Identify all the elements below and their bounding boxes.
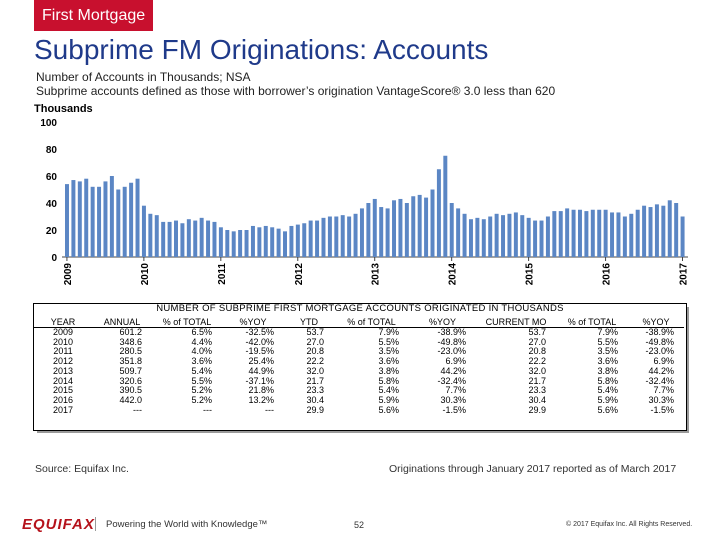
bar	[559, 211, 563, 257]
originations-table	[34, 317, 684, 415]
bar	[238, 230, 242, 257]
bar	[212, 222, 216, 257]
column-header: % of TOTAL	[567, 317, 617, 327]
column-header: ANNUAL	[103, 317, 141, 327]
table-cell: 2012	[52, 356, 74, 367]
table-cell: -23.0%	[437, 346, 466, 357]
bar	[527, 218, 531, 257]
table-cell: 5.4%	[597, 385, 618, 396]
table-cell: 2014	[52, 375, 74, 386]
bar	[123, 187, 127, 257]
table-cell: 7.7%	[653, 385, 674, 396]
table-cell: 20.8	[306, 346, 324, 357]
bar	[623, 217, 627, 258]
table-cell: 53.7	[284, 328, 334, 338]
table-cell: 348.6	[119, 336, 142, 347]
x-tick-label: 2014	[447, 263, 459, 286]
table-cell: 13.2%	[248, 394, 274, 405]
bar	[366, 203, 370, 257]
table-row	[34, 396, 684, 406]
bar	[334, 217, 338, 258]
subtitle-units: Number of Accounts in Thousands; NSA	[36, 70, 251, 84]
table-row	[34, 406, 684, 416]
table-title: NUMBER OF SUBPRIME FIRST MORTGAGE ACCOUNTS ORIGINATED IN THOUSANDS	[156, 303, 564, 314]
bar	[405, 203, 409, 257]
bar	[674, 203, 678, 257]
source-note: Source: Equifax Inc.	[35, 463, 129, 475]
y-tick-label: 100	[40, 118, 57, 129]
bar	[302, 223, 306, 257]
table-cell: 30.3%	[648, 394, 674, 405]
table-header-row	[34, 317, 684, 328]
column-header: CURRENT MO	[485, 317, 547, 327]
bar	[103, 181, 107, 257]
bar	[418, 195, 422, 257]
bar	[482, 219, 486, 257]
table-cell: 21.7	[306, 375, 324, 386]
x-tick-label: 2015	[524, 263, 536, 286]
bar	[636, 210, 640, 257]
bar	[591, 210, 595, 257]
table-cell: 6.9%	[445, 356, 466, 367]
x-tick-label: 2012	[293, 263, 305, 286]
bar	[386, 208, 390, 257]
bar	[264, 226, 268, 257]
column-header: %YOY	[428, 317, 456, 327]
bar	[424, 198, 428, 257]
table-cell: 7.7%	[445, 385, 466, 396]
table-cell: 3.8%	[378, 365, 399, 376]
table-cell: 5.6%	[597, 404, 618, 415]
table-cell: ---	[203, 404, 212, 415]
bar	[533, 221, 537, 257]
bar	[232, 231, 236, 257]
tagline: Powering the World with Knowledge™	[106, 519, 268, 530]
table-cell: -32.4%	[645, 375, 674, 386]
bar	[78, 181, 82, 257]
x-tick-label: 2017	[678, 263, 690, 286]
bar	[456, 208, 460, 257]
bar	[91, 187, 95, 257]
table-cell: 3.8%	[597, 365, 618, 376]
table-cell: 2010	[52, 336, 74, 347]
originations-bar-chart	[0, 100, 720, 305]
table-cell: 27.0	[528, 336, 546, 347]
table-cell: 5.4%	[191, 365, 212, 376]
bar	[193, 221, 197, 257]
bar	[495, 214, 499, 257]
bar	[296, 225, 300, 257]
x-tick-label: 2011	[216, 263, 228, 285]
bar	[488, 217, 492, 258]
table-cell: -32.5%	[222, 328, 284, 338]
bar	[168, 222, 172, 257]
table-cell: -37.1%	[245, 375, 274, 386]
table-cell: -23.0%	[645, 346, 674, 357]
bar	[649, 207, 653, 257]
bar	[116, 190, 120, 258]
column-header: YTD	[300, 317, 318, 327]
table-cell: -38.9%	[628, 328, 684, 338]
table-cell: 30.4	[306, 394, 324, 405]
bar	[148, 214, 152, 257]
bar	[475, 218, 479, 257]
bar	[572, 210, 576, 257]
bar	[597, 210, 601, 257]
bar	[552, 211, 556, 257]
table-cell: ---	[133, 404, 142, 415]
bar	[328, 217, 332, 258]
bar	[283, 231, 287, 257]
bar	[354, 214, 358, 257]
y-axis-label: Thousands	[34, 103, 93, 115]
table-cell: 2017	[52, 404, 74, 415]
bar	[437, 169, 441, 257]
table-cell: 4.0%	[191, 346, 212, 357]
table-cell: 44.2%	[440, 365, 466, 376]
bar	[315, 221, 319, 257]
table-cell: 6.9%	[653, 356, 674, 367]
y-tick-label: 40	[45, 199, 57, 210]
table-cell: -19.5%	[245, 346, 274, 357]
table-cell: 5.9%	[597, 394, 618, 405]
table-cell: 5.2%	[191, 394, 212, 405]
table-cell: 509.7	[119, 365, 142, 376]
bar	[469, 219, 473, 257]
table-cell: 27.0	[306, 336, 324, 347]
table-cell: 4.4%	[191, 336, 212, 347]
table-cell: 280.5	[119, 346, 142, 357]
bar	[642, 206, 646, 257]
table-cell: 5.5%	[597, 336, 618, 347]
table-cell: -32.4%	[437, 375, 466, 386]
bar	[507, 214, 511, 257]
bar	[578, 210, 582, 257]
bar	[655, 204, 659, 257]
table-cell: 30.4	[528, 394, 546, 405]
bar	[129, 183, 133, 257]
bar	[289, 226, 293, 257]
bar	[360, 208, 364, 257]
table-cell: 25.4%	[248, 356, 274, 367]
table-cell: 21.8%	[248, 385, 274, 396]
bar	[180, 223, 184, 257]
bar	[463, 214, 467, 257]
bar	[270, 227, 274, 257]
bar	[277, 229, 281, 257]
bar	[661, 206, 665, 257]
bar	[110, 176, 114, 257]
bar	[219, 227, 223, 257]
bar	[309, 221, 313, 257]
table-cell: 5.5%	[378, 336, 399, 347]
table-cell: 351.8	[119, 356, 142, 367]
table-cell: 2011	[53, 346, 73, 357]
table-cell: 5.8%	[378, 375, 399, 386]
table-cell: 601.2	[92, 328, 152, 338]
table-cell: -1.5%	[650, 404, 674, 415]
column-header: %YOY	[642, 317, 670, 327]
table-cell: ---	[265, 404, 274, 415]
bar	[174, 221, 178, 257]
table-cell: 30.3%	[440, 394, 466, 405]
bar	[65, 184, 69, 257]
table-cell: -38.9%	[409, 328, 476, 338]
bar	[629, 214, 633, 257]
section-tag: First Mortgage	[34, 0, 153, 31]
table-cell: 22.2	[306, 356, 324, 367]
bar	[225, 230, 229, 257]
table-cell: 3.6%	[378, 356, 399, 367]
table-cell: -49.8%	[645, 336, 674, 347]
bar	[514, 212, 518, 257]
x-tick-label: 2010	[139, 263, 151, 286]
table-cell: 7.9%	[556, 328, 628, 338]
table-cell: 5.2%	[191, 385, 212, 396]
table-cell: -1.5%	[442, 404, 466, 415]
table-cell: 53.7	[476, 328, 556, 338]
column-header: % of TOTAL	[162, 317, 212, 327]
y-tick-label: 80	[45, 145, 57, 156]
x-tick-label: 2016	[601, 263, 613, 286]
bar	[668, 200, 672, 257]
bar	[565, 208, 569, 257]
footer-divider	[95, 517, 96, 531]
table-cell: 2009	[34, 328, 92, 338]
table-cell: 2015	[52, 385, 74, 396]
bar	[257, 227, 261, 257]
table-cell: 5.8%	[597, 375, 618, 386]
table-cell: 2016	[52, 394, 74, 405]
bar	[546, 217, 550, 258]
table-cell: 32.0	[306, 365, 324, 376]
table-cell: 390.5	[119, 385, 142, 396]
table-cell: 3.5%	[378, 346, 399, 357]
bar	[411, 196, 415, 257]
bar	[84, 179, 88, 257]
table-cell: 32.0	[528, 365, 546, 376]
table-cell: -49.8%	[437, 336, 466, 347]
bar	[520, 215, 524, 257]
table-cell: 3.5%	[597, 346, 618, 357]
bar	[71, 180, 75, 257]
bar	[161, 222, 165, 257]
table-cell: 21.7	[528, 375, 546, 386]
table-cell: 29.9	[528, 404, 546, 415]
bar	[206, 221, 210, 257]
y-tick-label: 60	[45, 172, 57, 183]
bar	[347, 217, 351, 258]
bar	[187, 219, 191, 257]
bar	[681, 217, 685, 258]
table-cell: 5.4%	[378, 385, 399, 396]
bar	[610, 212, 614, 257]
data-note: Originations through January 2017 reported as of March 2017	[389, 463, 677, 475]
y-tick-label: 20	[45, 226, 57, 237]
bar	[142, 206, 146, 257]
table-cell: 23.3	[528, 385, 546, 396]
table-cell: 20.8	[528, 346, 546, 357]
x-tick-label: 2009	[62, 263, 74, 286]
column-header: %YOY	[239, 317, 267, 327]
bar	[501, 215, 505, 257]
table-cell: 2013	[52, 365, 74, 376]
bar	[245, 230, 249, 257]
bar	[604, 210, 608, 257]
table-cell: 29.9	[306, 404, 324, 415]
table-cell: 23.3	[306, 385, 324, 396]
table-cell: 5.9%	[378, 394, 399, 405]
table-cell: 320.6	[119, 375, 142, 386]
column-header: % of TOTAL	[347, 317, 396, 327]
table-cell: 3.6%	[597, 356, 618, 367]
equifax-logo: EQUIFAX	[22, 516, 95, 533]
table-cell: 6.5%	[152, 328, 222, 338]
table-cell: 44.2%	[648, 365, 674, 376]
bar	[443, 156, 447, 257]
bar	[392, 200, 396, 257]
y-tick-label: 0	[51, 253, 57, 264]
bar	[200, 218, 204, 257]
bar	[373, 199, 377, 257]
bar	[431, 190, 435, 258]
bar	[155, 215, 159, 257]
page-number: 52	[354, 520, 365, 530]
table-cell: 442.0	[119, 394, 142, 405]
bar	[341, 215, 345, 257]
bar	[97, 187, 101, 257]
bar	[616, 212, 620, 257]
table-cell: 5.5%	[191, 375, 212, 386]
table-cell: 5.6%	[378, 404, 399, 415]
bar	[398, 199, 402, 257]
table-cell: 7.9%	[334, 328, 409, 338]
bar	[321, 218, 325, 257]
page-title: Subprime FM Originations: Accounts	[34, 34, 489, 65]
column-header: YEAR	[50, 317, 76, 327]
bar	[136, 179, 140, 257]
copyright: © 2017 Equifax Inc. All Rights Reserved.	[566, 521, 693, 528]
x-tick-label: 2013	[370, 263, 382, 286]
bar	[251, 226, 255, 257]
bar	[450, 203, 454, 257]
table-cell: 44.9%	[248, 365, 274, 376]
bar	[540, 221, 544, 257]
subtitle-definition: Subprime accounts defined as those with borrower’s origination VantageScore® 3.0 less than 620	[36, 84, 556, 98]
table-cell: -42.0%	[245, 336, 274, 347]
bar	[379, 207, 383, 257]
table-cell: 22.2	[528, 356, 546, 367]
bar	[584, 211, 588, 257]
table-cell: 3.6%	[191, 356, 212, 367]
